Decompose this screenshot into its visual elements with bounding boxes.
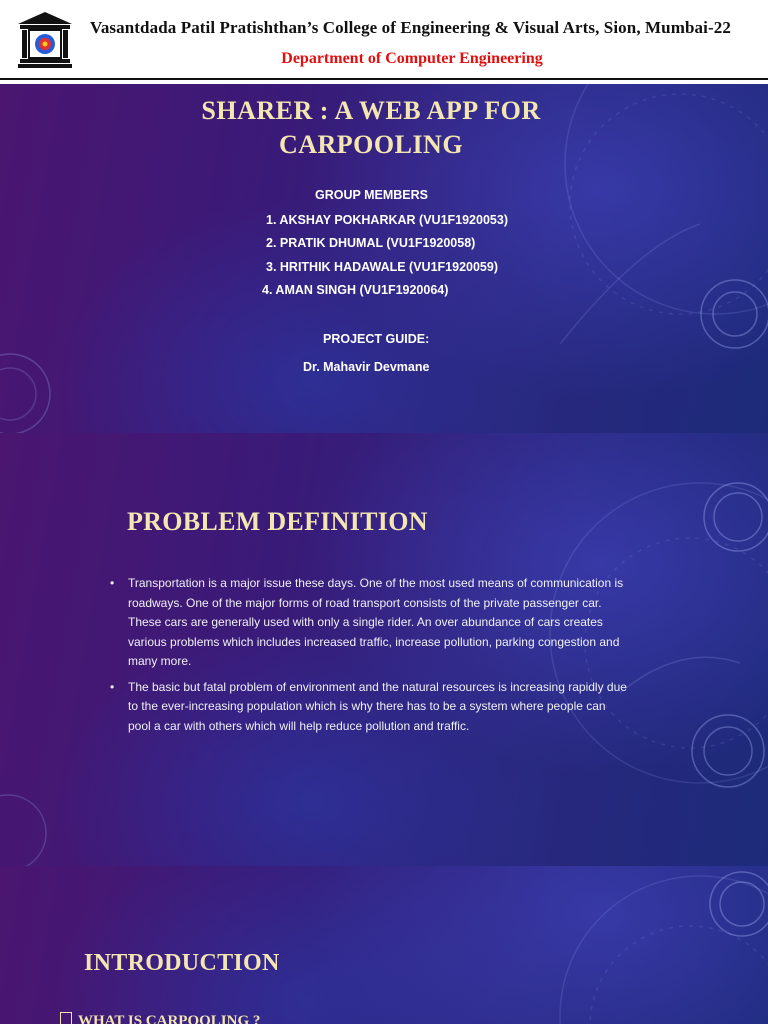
slide-problem-definition (0, 433, 768, 866)
title-line-1: SHARER : A WEB APP FOR (201, 96, 541, 125)
member-item: 1. AKSHAY POKHARKAR (VU1F1920053) (266, 213, 508, 227)
bullet-text: Transportation is a major issue these days. One of the most used means of communication is roadways. One of the major forms of road transport consists of the private passenger car. These cars are generally used with only a single rider. An over abundance of cars creates various problems which includes increased traffic, increase pollution, parking congestion and many more. (128, 576, 624, 668)
bullet-text: The basic but fatal problem of environment and the natural resources is increasing rapidly due to the ever-increasing population which is why there has to be a system where people can pool a car with others which will help reduce pollution and traffic. (128, 679, 627, 733)
checkbox-bullet-icon (60, 1012, 72, 1024)
slide-heading: INTRODUCTION (84, 950, 280, 976)
college-name: Vasantdada Patil Pratishthan’s College of Engineering & Visual Arts, Sion, Mumbai-22 (90, 18, 731, 37)
bullet-list (110, 574, 630, 742)
slide-heading: PROBLEM DEFINITION (127, 507, 428, 536)
document-header (0, 0, 768, 84)
subheading (60, 1012, 260, 1024)
member-item: 2. PRATIK DHUMAL (VU1F1920058) (266, 236, 476, 250)
bullet-item (110, 574, 630, 672)
group-members-heading: GROUP MEMBERS (315, 188, 428, 202)
department-name: Department of Computer Engineering (281, 50, 543, 67)
title-line-2: CARPOOLING (278, 130, 464, 159)
slide-introduction (0, 866, 768, 1024)
tech-circles-decoration (0, 866, 768, 1024)
bullet-icon: • (110, 576, 115, 590)
slide-title (0, 84, 768, 433)
member-item: 3. HRITHIK HADAWALE (VU1F1920059) (266, 260, 499, 274)
header-divider (0, 78, 768, 80)
bullet-icon: • (110, 679, 115, 694)
member-item: 4. AMAN SINGH (VU1F1920064) (262, 283, 449, 297)
project-guide-name: Dr. Mahavir Devmane (303, 360, 430, 374)
subheading-text: WHAT IS CARPOOLING ? (78, 1013, 261, 1024)
project-guide-heading: PROJECT GUIDE: (323, 332, 430, 346)
presentation-title (0, 94, 742, 162)
bullet-item (110, 678, 630, 737)
